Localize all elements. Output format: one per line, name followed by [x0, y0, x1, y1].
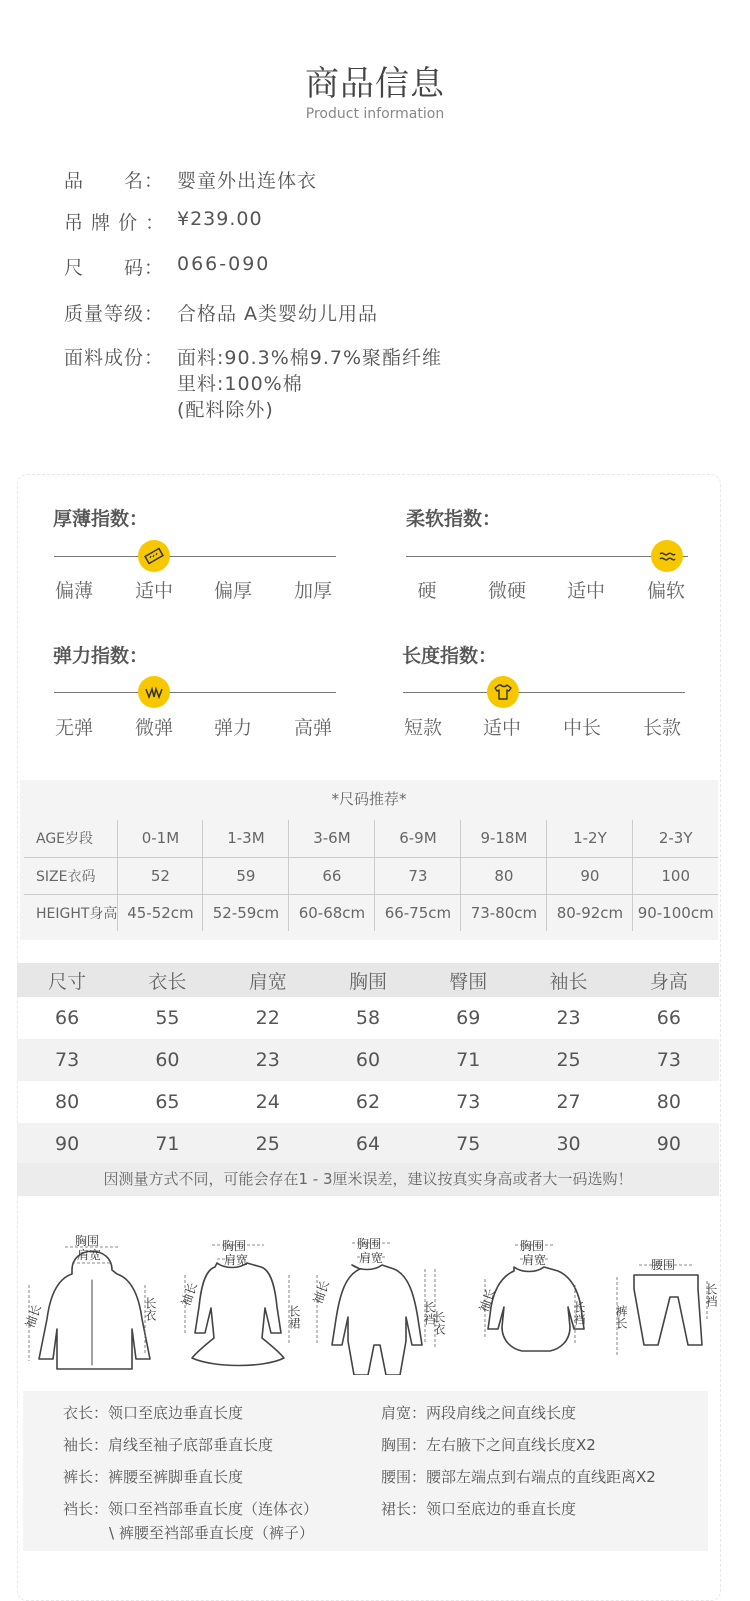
- info-value-note: (配料除外): [177, 399, 274, 421]
- table-cell: 27: [556, 1091, 581, 1113]
- stretch-icon: [138, 676, 170, 708]
- table-cell: 1-3M: [203, 820, 289, 857]
- table-cell: 58: [355, 1007, 381, 1029]
- table-header-row: [17, 963, 719, 997]
- jacket-sleeve-label: 袖长: [22, 1302, 45, 1331]
- table-row: [24, 857, 718, 894]
- dress-sleeve-label: 袖长: [178, 1280, 201, 1309]
- table-row: [17, 1039, 719, 1081]
- thickness-label: 适中: [134, 580, 173, 602]
- table-cell: 52: [118, 857, 203, 894]
- table-cell: 0-1M: [118, 820, 203, 857]
- table-cell: 1-2Y: [547, 820, 633, 857]
- definition-skirt: 裙长：领口至底边的垂直长度: [381, 1500, 577, 1518]
- measurement-table: [17, 963, 719, 1165]
- table-cell: 66: [656, 1007, 681, 1029]
- info-size-row: [64, 253, 271, 280]
- table-cell: 73-80cm: [461, 894, 547, 931]
- romper-chest-label: 胸围: [357, 1237, 382, 1251]
- elasticity-label: 高弹: [293, 717, 332, 739]
- info-fabric-row: [64, 343, 443, 421]
- elasticity-label: 无弹: [54, 717, 93, 739]
- dress-shoulder-label: 肩宽: [224, 1253, 249, 1267]
- table-cell: 73: [55, 1049, 80, 1071]
- info-price-row: [64, 208, 263, 235]
- table-cell: HEIGHT身高: [36, 905, 118, 922]
- column-header: 袖长: [549, 970, 588, 993]
- table-cell: 71: [155, 1133, 180, 1155]
- table-cell: 55: [155, 1007, 180, 1029]
- table-cell: 66: [289, 857, 375, 894]
- dress-outline: [192, 1263, 284, 1366]
- page-subtitle: Product information: [305, 106, 445, 122]
- bodysuit-chest-label: 胸围: [520, 1239, 545, 1253]
- romper-crotch-label: 长裆: [422, 1301, 436, 1325]
- table-cell: 30: [556, 1133, 581, 1155]
- table-cell: 69: [456, 1007, 481, 1029]
- column-header: 身高: [649, 970, 688, 993]
- table-cell: AGE岁段: [24, 820, 118, 857]
- info-value: 合格品 A类婴幼儿用品: [177, 303, 379, 325]
- pants-outline: [634, 1275, 702, 1345]
- table-cell: 52-59cm: [203, 894, 289, 931]
- table-cell: 2-3Y: [633, 820, 718, 857]
- softness-index-line: [406, 556, 688, 557]
- elasticity-label: 微弹: [134, 717, 173, 739]
- table-cell: 80: [461, 857, 547, 894]
- definition-sleeve: 袖长：肩线至袖子底部垂直长度: [63, 1436, 274, 1454]
- table-cell: 24: [255, 1091, 280, 1113]
- table-cell: 66: [55, 1007, 80, 1029]
- table-cell: 60: [155, 1049, 180, 1071]
- table-cell: 25: [255, 1133, 280, 1155]
- table-cell: 71: [456, 1049, 481, 1071]
- info-key: 吊 牌 价 ：: [64, 212, 166, 234]
- column-header: 衣长: [148, 970, 187, 993]
- romper-sleeve-label: 袖长: [310, 1278, 333, 1307]
- table-cell: 73: [656, 1049, 681, 1071]
- softness-label: 适中: [566, 580, 605, 602]
- table-cell: 3-6M: [289, 820, 375, 857]
- table-cell: 9-18M: [461, 820, 547, 857]
- table-cell: 90-100cm: [633, 894, 718, 931]
- elasticity-index-line: [54, 692, 336, 693]
- thickness-label: 偏厚: [213, 580, 252, 602]
- table-cell: 80: [55, 1091, 80, 1113]
- softness-label: 偏软: [646, 580, 685, 602]
- info-value: ¥239.00: [177, 208, 263, 230]
- thickness-label: 偏薄: [54, 580, 93, 602]
- measurement-error-note: 因测量方式不同，可能会存在1 - 3厘米误差，建议按真实身高或者大一码选购！: [17, 1163, 719, 1196]
- table-cell: 62: [355, 1091, 381, 1113]
- jacket-length-label: 长衣: [143, 1297, 157, 1321]
- column-header: 胸围: [348, 970, 387, 993]
- table-row: [17, 1081, 719, 1123]
- jacket-shoulder-label: 肩宽: [77, 1248, 102, 1262]
- table-cell: 22: [255, 1007, 280, 1029]
- thickness-index-line: [54, 556, 336, 557]
- tshirt-icon: [487, 676, 519, 708]
- table-cell: 80: [656, 1091, 681, 1113]
- table-cell: 66-75cm: [375, 894, 461, 931]
- column-header: 臀围: [449, 970, 488, 993]
- definition-crotch-pants: \ 裤腰至裆部垂直长度（裤子）: [109, 1524, 314, 1542]
- size-recommend-panel: [20, 780, 718, 940]
- table-cell: 23: [255, 1049, 280, 1071]
- table-cell: 60: [355, 1049, 381, 1071]
- table-cell: 73: [375, 857, 461, 894]
- definition-crotch: 裆长：领口至裆部垂直长度（连体衣）: [63, 1500, 319, 1518]
- dress-chest-label: 胸围: [222, 1239, 247, 1253]
- definition-length: 衣长：领口至底边垂直长度: [63, 1404, 244, 1422]
- jacket-outline: [39, 1251, 150, 1369]
- table-cell: 73: [456, 1091, 481, 1113]
- garment-diagrams: [17, 1225, 719, 1375]
- dress-length-label: 长裙: [287, 1305, 301, 1329]
- soft-wave-icon: [651, 540, 683, 572]
- table-row: [24, 820, 718, 857]
- pants-waist-label: 腰围: [651, 1258, 676, 1272]
- length-label: 适中: [482, 717, 521, 739]
- bodysuit-sleeve-label: 袖长: [476, 1286, 499, 1315]
- length-index-line: [403, 692, 685, 693]
- info-value: 面料:90.3%棉9.7%聚酯纤维: [177, 347, 443, 369]
- size-recommend-table: [24, 820, 718, 931]
- romper-outline: [332, 1265, 422, 1375]
- length-label: 长款: [642, 717, 681, 739]
- table-cell: 45-52cm: [118, 894, 203, 931]
- info-key: 质量等级：: [64, 303, 165, 325]
- table-row: [17, 1123, 719, 1165]
- table-cell: 90: [547, 857, 633, 894]
- table-cell: 59: [203, 857, 289, 894]
- ruler-icon: [138, 540, 170, 572]
- elasticity-index-title: 弹力指数：: [53, 645, 149, 667]
- table-row: [17, 997, 719, 1039]
- size-recommend-caption: *尺码推荐*: [331, 790, 407, 808]
- jacket-chest-label: 胸围: [75, 1234, 100, 1248]
- info-value: 婴童外出连体衣: [177, 170, 318, 192]
- length-index-title: 长度指数：: [402, 645, 498, 667]
- definition-pants-length: 裤长：裤腰至裤脚垂直长度: [63, 1468, 244, 1486]
- table-cell: 25: [556, 1049, 581, 1071]
- column-header: 肩宽: [248, 970, 287, 993]
- info-grade-row: [64, 299, 379, 326]
- info-key: 品 名：: [64, 170, 165, 192]
- softness-label: 硬: [417, 580, 437, 602]
- info-key: 尺 码：: [64, 257, 165, 279]
- table-cell: 65: [155, 1091, 180, 1113]
- table-cell: 90: [55, 1133, 80, 1155]
- thickness-label: 加厚: [293, 580, 332, 602]
- romper-length-label: 长衣: [432, 1311, 446, 1335]
- length-label: 中长: [562, 717, 601, 739]
- length-label: 短款: [403, 717, 442, 739]
- bodysuit-shoulder-label: 肩宽: [522, 1253, 547, 1267]
- thickness-index-title: 厚薄指数：: [53, 508, 149, 530]
- table-cell: 80-92cm: [547, 894, 633, 931]
- pants-crotch-label: 长裆: [704, 1283, 718, 1307]
- info-value: 066-090: [177, 253, 271, 275]
- elasticity-label: 弹力: [213, 717, 252, 739]
- info-value-lining: 里料:100%棉: [177, 373, 303, 395]
- column-header: 尺寸: [48, 970, 87, 993]
- softness-index-title: 柔软指数：: [406, 508, 502, 530]
- measurement-definitions: [23, 1391, 708, 1551]
- table-cell: 60-68cm: [289, 894, 375, 931]
- table-cell: 100: [633, 857, 718, 894]
- definition-shoulder: 肩宽：两段肩线之间直线长度: [381, 1404, 577, 1422]
- romper-shoulder-label: 肩宽: [359, 1251, 384, 1265]
- bodysuit-length-label: 长裆: [572, 1301, 586, 1325]
- softness-label: 微硬: [487, 580, 526, 602]
- table-cell: 90: [656, 1133, 681, 1155]
- table-cell: 23: [556, 1007, 581, 1029]
- table-cell: SIZE衣码: [24, 857, 118, 894]
- definition-chest: 胸围：左右腋下之间直线长度X2: [381, 1436, 596, 1454]
- pants-length-label: 裤长: [614, 1305, 628, 1329]
- table-cell: 6-9M: [375, 820, 461, 857]
- table-cell: 64: [355, 1133, 381, 1155]
- definition-waist: 腰围：腰部左端点到右端点的直线距离X2: [381, 1468, 656, 1486]
- bodysuit-outline: [488, 1267, 584, 1351]
- info-key: 面料成份：: [64, 347, 165, 369]
- table-cell: 75: [456, 1133, 481, 1155]
- info-name-row: [64, 166, 318, 193]
- page-title: 商品信息: [305, 64, 445, 104]
- table-row: [24, 894, 718, 931]
